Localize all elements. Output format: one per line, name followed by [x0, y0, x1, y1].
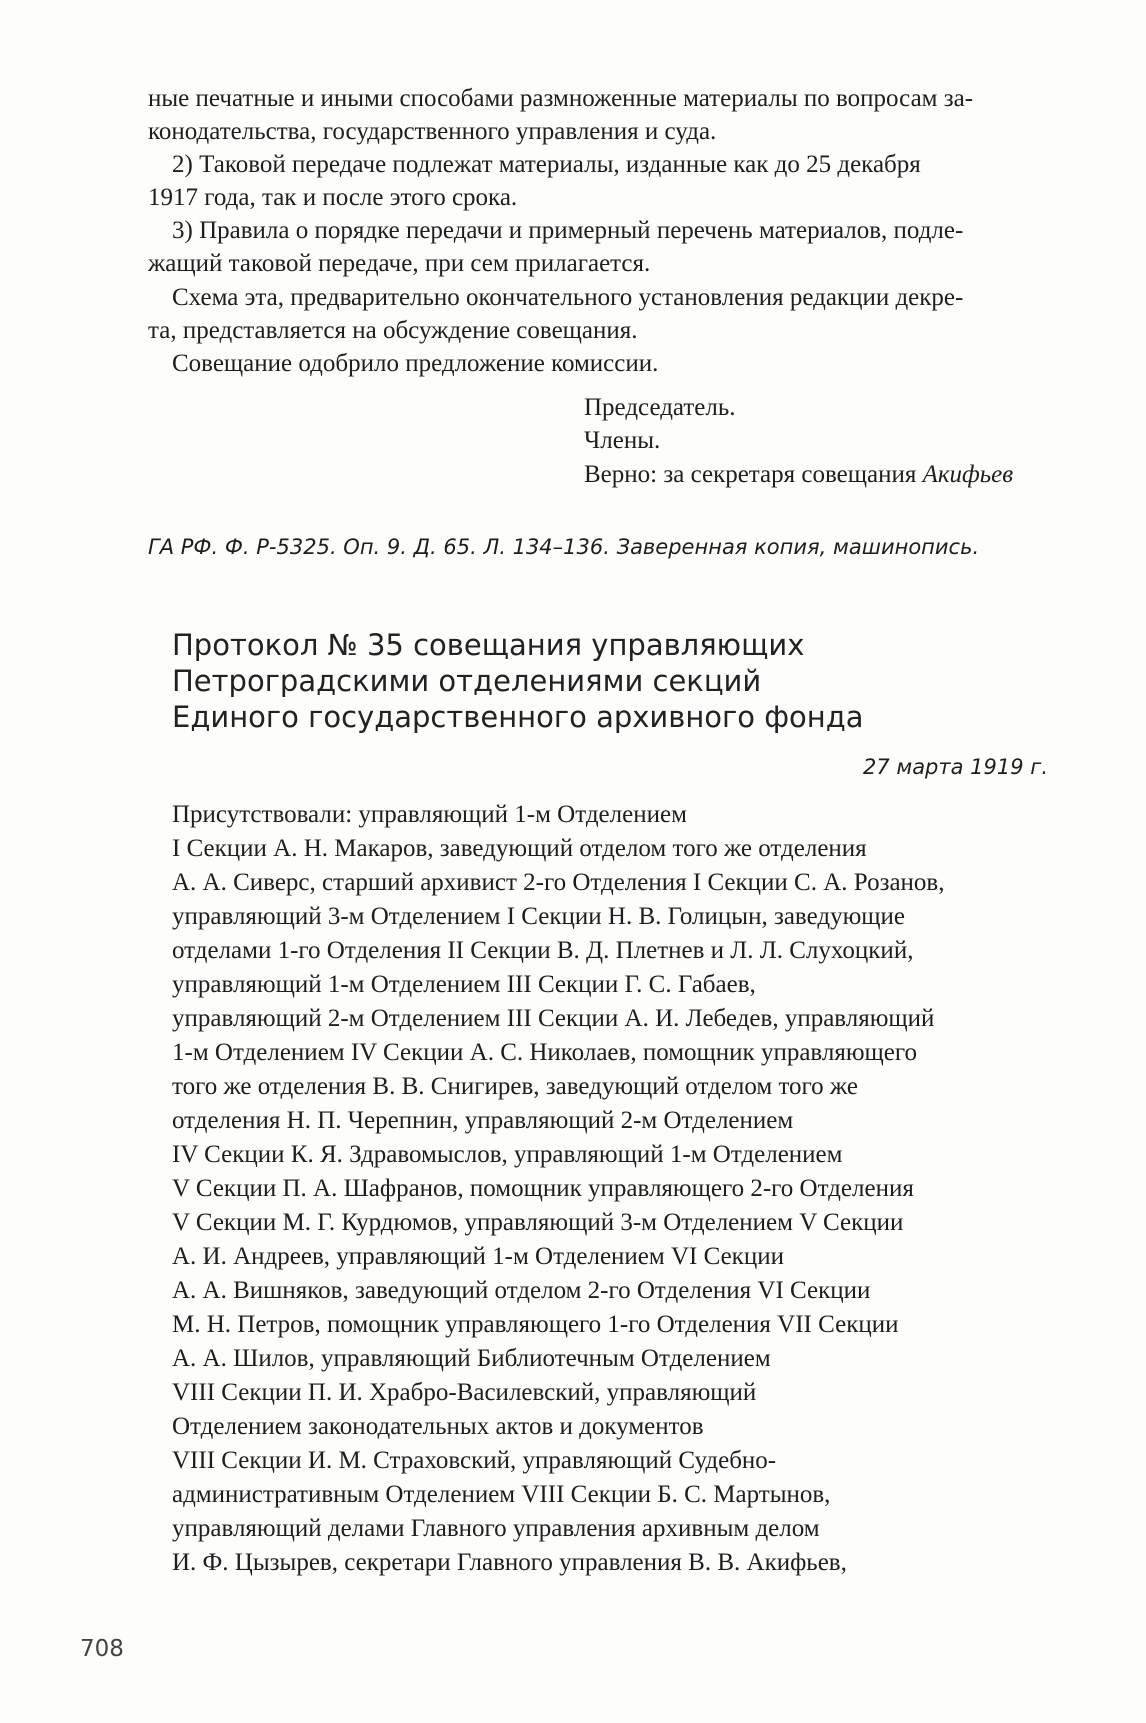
- attendees-line: 1-м Отделением IV Секции А. С. Николаев, помощник управляющего: [172, 1039, 918, 1066]
- attendees-line: отделами 1-го Отделения II Секции В. Д. Плетнев и Л. Л. Слухоцкий,: [172, 937, 914, 964]
- attendees-line: I Секции А. Н. Макаров, заведующий отделом того же отделения: [172, 835, 867, 862]
- attendees-line: административным Отделением VIII Секции Б. С. Мартынов,: [172, 1481, 831, 1508]
- attendees-line: А. А. Сиверс, старший архивист 2-го Отделения I Секции С. А. Розанов,: [172, 869, 945, 896]
- text-line: та, представляется на обсуждение совещания.: [148, 317, 638, 344]
- attendees-line: Отделением законодательных актов и документов: [172, 1413, 704, 1440]
- attendees-line: Присутствовали: управляющий 1-м Отделением: [172, 801, 687, 828]
- text-line: 3) Правила о порядке передачи и примерный перечень материалов, подле-: [172, 217, 964, 244]
- text-line: 1917 года, так и после этого срока.: [148, 184, 518, 211]
- protocol-title-line-3: Единого государственного архивного фонда: [172, 700, 864, 734]
- attendees-line: V Секции П. А. Шафранов, помощник управляющего 2-го Отделения: [172, 1175, 914, 1202]
- source-note: ГА РФ. Ф. Р-5325. Оп. 9. Д. 65. Л. 134–136. Заверенная копия, машинопись.: [148, 535, 980, 559]
- protocol-date: 27 марта 1919 г.: [862, 755, 1048, 779]
- attendees-line: А. И. Андреев, управляющий 1-м Отделением VI Секции: [172, 1243, 784, 1270]
- chairman-signature: Председатель.: [584, 394, 736, 421]
- attendees-line: VIII Секции П. И. Храбро-Василевский, управляющий: [172, 1379, 757, 1406]
- attendees-line: того же отделения В. В. Снигирев, заведующий отделом того же: [172, 1073, 858, 1100]
- members-signature: Члены.: [584, 427, 661, 454]
- protocol-title-line-1: Протокол № 35 совещания управляющих: [172, 628, 805, 662]
- attendees-line: М. Н. Петров, помощник управляющего 1-го Отделения VII Секции: [172, 1311, 899, 1338]
- protocol-title-line-2: Петроградскими отделениями секций: [172, 664, 762, 698]
- text-line: 2) Таковой передаче подлежат материалы, изданные как до 25 декабря: [172, 151, 921, 178]
- verified-signature: [584, 458, 1013, 492]
- attendees-line: управляющий делами Главного управления архивным делом: [172, 1515, 820, 1542]
- attendees-line: управляющий 3-м Отделением I Секции Н. В. Голицын, заведующие: [172, 903, 905, 930]
- attendees-line: И. Ф. Цызырев, секретари Главного управления В. В. Акифьев,: [172, 1549, 847, 1576]
- text-line: Совещание одобрило предложение комиссии.: [172, 350, 659, 377]
- verified-prefix: Верно: за секретаря совещания: [584, 461, 917, 488]
- text-line: жащий таковой передаче, при сем прилагается.: [148, 250, 651, 277]
- text-line: конодательства, государственного управления и суда.: [148, 118, 717, 145]
- attendees-line: IV Секции К. Я. Здравомыслов, управляющий 1-м Отделением: [172, 1141, 843, 1168]
- attendees-line: V Секции М. Г. Курдюмов, управляющий 3-м Отделением V Секции: [172, 1209, 904, 1236]
- attendees-line: управляющий 1-м Отделением III Секции Г. С. Габаев,: [172, 971, 756, 998]
- text-line: Схема эта, предварительно окончательного установления редакции декре-: [172, 284, 964, 311]
- attendees-line: А. А. Вишняков, заведующий отделом 2-го Отделения VI Секции: [172, 1277, 871, 1304]
- attendees-line: отделения Н. П. Черепнин, управляющий 2-м Отделением: [172, 1107, 794, 1134]
- attendees-line: управляющий 2-м Отделением III Секции А. И. Лебедев, управляющий: [172, 1005, 935, 1032]
- secretary-name: Акифьев: [922, 461, 1014, 488]
- attendees-line: А. А. Шилов, управляющий Библиотечным Отделением: [172, 1345, 771, 1372]
- page-number: 708: [80, 1636, 124, 1662]
- text-line: ные печатные и иными способами размноженные материалы по вопросам за-: [148, 85, 974, 112]
- attendees-line: VIII Секции И. М. Страховский, управляющий Судебно-: [172, 1447, 777, 1474]
